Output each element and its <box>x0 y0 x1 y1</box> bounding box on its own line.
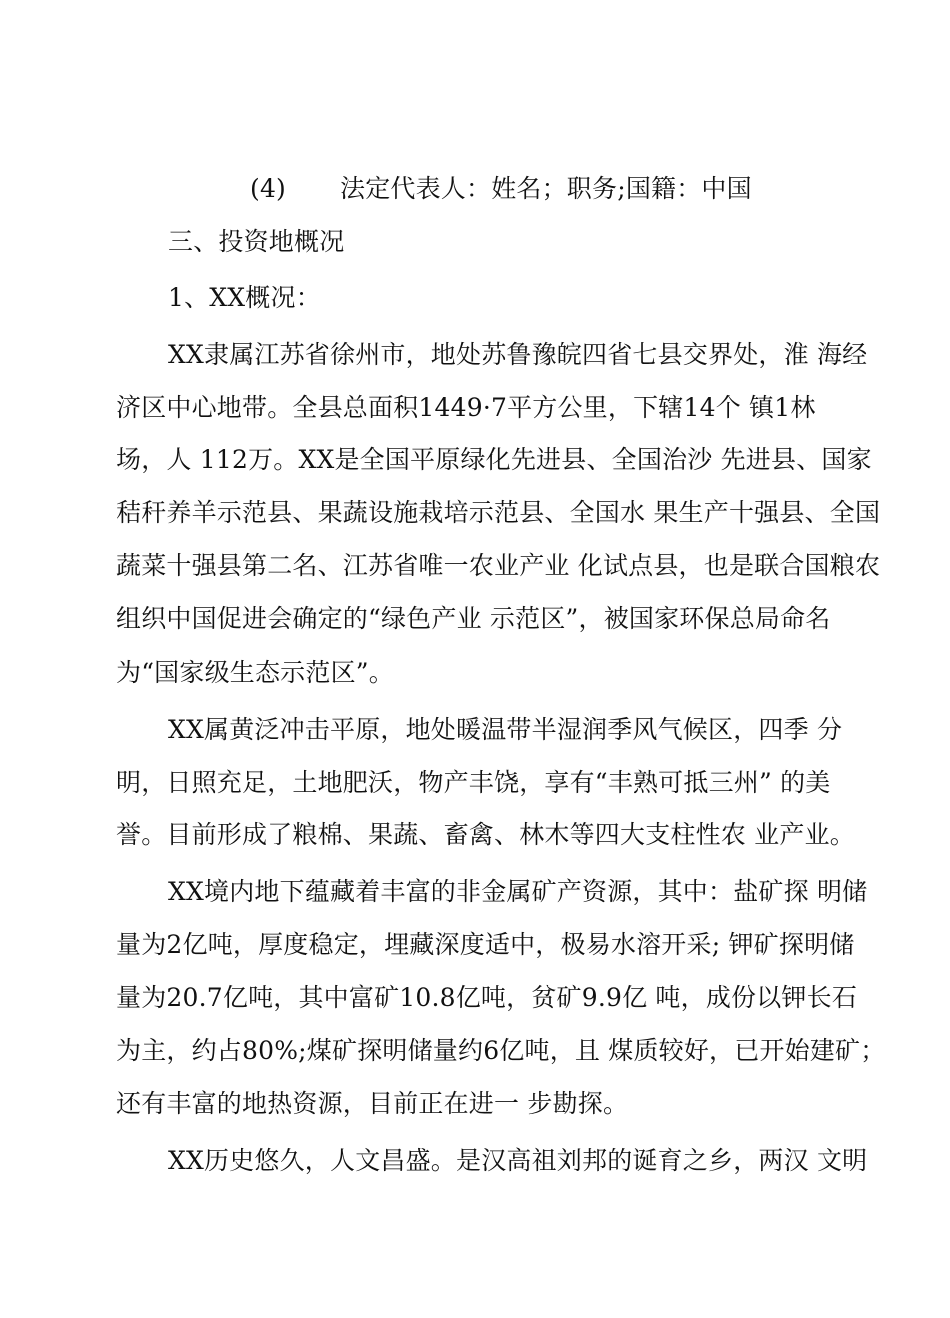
paragraph-line: XX境内地下蕴藏着丰富的非金属矿产资源，其中：盐矿探 明储 <box>168 877 868 906</box>
paragraph-line: 为主，约占80%;煤矿探明储量约6亿吨，且 煤质较好，已开始建矿； <box>116 1036 886 1065</box>
legal-rep-number: (4) <box>250 174 287 203</box>
paragraph-line: 量为20.7亿吨，其中富矿10.8亿吨，贫矿9.9亿 吨，成份以钾长石 <box>116 983 858 1012</box>
paragraph-line: XX隶属江苏省徐州市，地处苏鲁豫皖四省七县交界处，淮 海经 <box>168 340 868 369</box>
legal-rep-text: 法定代表人：姓名；职务;国籍：中国 <box>340 174 752 203</box>
paragraph-line: 量为2亿吨，厚度稳定，埋藏深度适中，极易水溶开采; 钾矿探明储 <box>116 930 855 959</box>
paragraph-line: XX历史悠久，人文昌盛。是汉高祖刘邦的诞育之乡，两汉 文明 <box>168 1146 868 1175</box>
subsection-heading: 1、XX概况： <box>168 283 321 312</box>
paragraph-line: 济区中心地带。全县总面积1449·7平方公里，下辖14个 镇1林 <box>116 393 816 422</box>
paragraph-line: 组织中国促进会确定的“绿色产业 示范区”，被国家环保总局命名 <box>116 604 831 633</box>
paragraph-line: XX属黄泛冲击平原，地处暖温带半湿润季风气候区，四季 分 <box>168 715 843 744</box>
paragraph-line: 明，日照充足，土地肥沃，物产丰饶，享有“丰熟可抵三州” 的美 <box>116 768 831 797</box>
paragraph-line: 秸秆养羊示范县、果蔬设施栽培示范县、全国水 果生产十强县、全国 <box>116 498 881 527</box>
paragraph-line: 为“国家级生态示范区”。 <box>116 658 394 687</box>
section-heading: 三、投资地概况 <box>168 227 345 256</box>
paragraph-line: 还有丰富的地热资源，目前正在进一 步勘探。 <box>116 1089 629 1118</box>
paragraph-line: 蔬菜十强县第二名、江苏省唯一农业产业 化试点县，也是联合国粮农 <box>116 551 881 580</box>
paragraph-line: 誉。目前形成了粮棉、果蔬、畜禽、林木等四大支柱性农 业产业。 <box>116 820 855 849</box>
paragraph-line: 场，人 112万。XX是全国平原绿化先进县、全国治沙 先进县、国家 <box>116 445 872 474</box>
